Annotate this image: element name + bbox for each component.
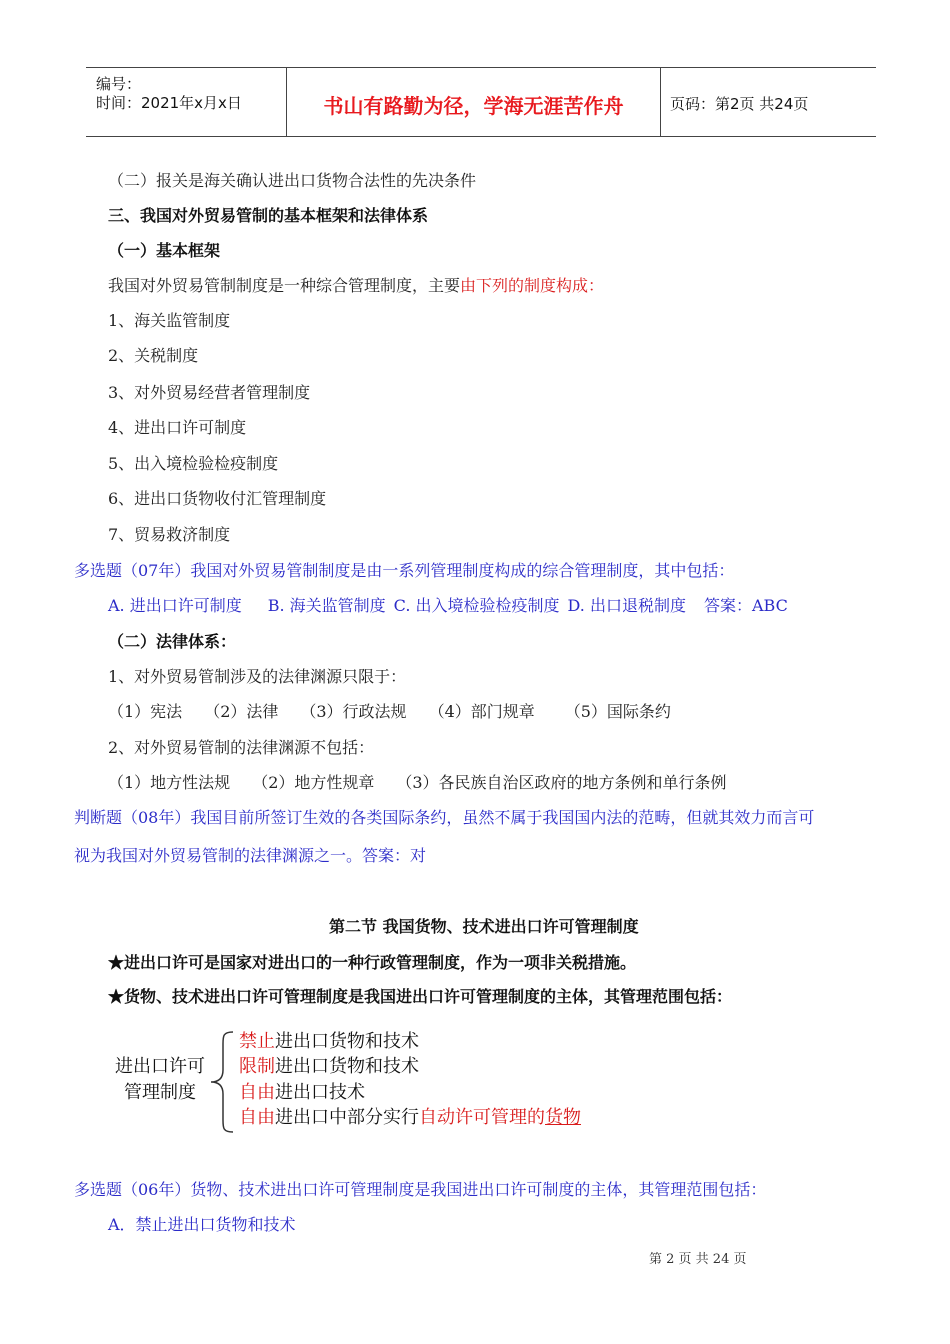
diagram-keyword: 自由 bbox=[239, 1082, 275, 1103]
legal-source: （3）行政法规 bbox=[300, 702, 407, 721]
excluded-source: （3）各民族自治区政府的地方条例和单行条例 bbox=[396, 773, 727, 792]
page-footer: 第 2 页 共 24 页 bbox=[649, 1252, 747, 1267]
diagram-keyword: 自由 bbox=[239, 1107, 275, 1128]
paragraph: 1、对外贸易管制涉及的法律渊源只限于： bbox=[108, 667, 407, 686]
diagram-keyword: 自动许可管理的 bbox=[419, 1107, 545, 1128]
legal-source: （5）国际条约 bbox=[564, 702, 671, 721]
diagram-item-free-tech bbox=[239, 1082, 365, 1104]
diagram-text: 进出口技术 bbox=[275, 1082, 365, 1103]
list-item: 7、贸易救济制度 bbox=[108, 525, 231, 544]
question-multi-choice-07: 多选题（07年）我国对外贸易管制制度是由一系列管理制度构成的综合管理制度，其中包括： bbox=[74, 561, 735, 580]
paragraph: 2、对外贸易管制的法律渊源不包括： bbox=[108, 738, 375, 757]
curly-brace-icon bbox=[207, 1030, 237, 1134]
option-c: C. 出入境检验检疫制度 bbox=[393, 596, 560, 615]
heading-3: 三、我国对外贸易管制的基本框架和法律体系 bbox=[108, 206, 429, 225]
diagram-item-restricted bbox=[239, 1056, 419, 1078]
diagram-keyword: 限制 bbox=[239, 1056, 275, 1077]
header-time: 时间：2021年x月x日 bbox=[96, 94, 242, 112]
legal-sources-list bbox=[108, 702, 671, 722]
diagram-text: 进出口货物和技术 bbox=[275, 1056, 419, 1077]
list-item: 5、出入境检验检疫制度 bbox=[108, 454, 279, 473]
option-a: A. 进出口许可制度 bbox=[108, 596, 242, 615]
header-page-number: 页码：第2页 共24页 bbox=[670, 95, 809, 113]
diagram-text: 进出口中部分实行 bbox=[275, 1107, 419, 1128]
paragraph-intro bbox=[108, 276, 604, 296]
diagram-left-label: 进出口许可 bbox=[115, 1056, 205, 1077]
excluded-sources-list bbox=[108, 773, 727, 793]
header-number: 编号： bbox=[96, 75, 142, 93]
section-title: 第二节 我国货物、技术进出口许可管理制度 bbox=[329, 917, 639, 936]
question-judge-08: 判断题（08年）我国目前所签订生效的各类国际条约，虽然不属于我国国内法的范畴，但就其效力而言可 bbox=[74, 808, 815, 827]
diagram-keyword: 禁止 bbox=[239, 1031, 275, 1052]
question-multi-choice-06: 多选题（06年）货物、技术进出口许可管理制度是我国进出口许可制度的主体，其管理范围包括： bbox=[74, 1180, 767, 1199]
option-a: A．禁止进出口货物和技术 bbox=[108, 1215, 296, 1234]
heading-basic-framework: （一）基本框架 bbox=[108, 241, 221, 260]
legal-source: （4）部门规章 bbox=[428, 702, 535, 721]
list-item: 1、海关监管制度 bbox=[108, 311, 231, 330]
excluded-source: （1）地方性法规 bbox=[108, 773, 231, 792]
intro-highlight: 由下列的制度构成： bbox=[460, 276, 605, 295]
key-point: ★货物、技术进出口许可管理制度是我国进出口许可管理制度的主体，其管理范围包括： bbox=[108, 987, 733, 1006]
option-b: B. 海关监管制度 bbox=[267, 596, 386, 615]
key-point: ★进出口许可是国家对进出口的一种行政管理制度，作为一项非关税措施。 bbox=[108, 953, 637, 972]
diagram-item-free-auto bbox=[239, 1107, 581, 1129]
page-header bbox=[86, 67, 876, 137]
heading-legal-system: （二）法律体系： bbox=[108, 632, 237, 651]
intro-text: 我国对外贸易管制制度是一种综合管理制度，主要 bbox=[108, 276, 461, 295]
list-item: 4、进出口许可制度 bbox=[108, 418, 247, 437]
diagram-left-label: 管理制度 bbox=[124, 1082, 196, 1103]
header-motto: 书山有路勤为径，学海无涯苦作舟 bbox=[323, 94, 624, 118]
option-d: D. 出口退税制度 bbox=[567, 596, 686, 615]
header-divider bbox=[660, 68, 661, 136]
answer: 答案：ABC bbox=[703, 596, 788, 615]
legal-source: （2）法律 bbox=[204, 702, 279, 721]
question-options bbox=[108, 596, 788, 616]
list-item: 2、关税制度 bbox=[108, 346, 199, 365]
diagram-text: 进出口货物和技术 bbox=[275, 1031, 419, 1052]
legal-source: （1）宪法 bbox=[108, 702, 183, 721]
diagram-item-prohibited bbox=[239, 1031, 419, 1053]
list-item: 6、进出口货物收付汇管理制度 bbox=[108, 489, 327, 508]
paragraph: （二）报关是海关确认进出口货物合法性的先决条件 bbox=[108, 171, 477, 190]
diagram-keyword-underlined: 货物 bbox=[545, 1107, 581, 1128]
header-meta bbox=[86, 68, 286, 136]
question-judge-08-cont: 视为我国对外贸易管制的法律渊源之一。答案：对 bbox=[74, 846, 427, 865]
excluded-source: （2）地方性规章 bbox=[252, 773, 375, 792]
list-item: 3、对外贸易经营者管理制度 bbox=[108, 383, 311, 402]
